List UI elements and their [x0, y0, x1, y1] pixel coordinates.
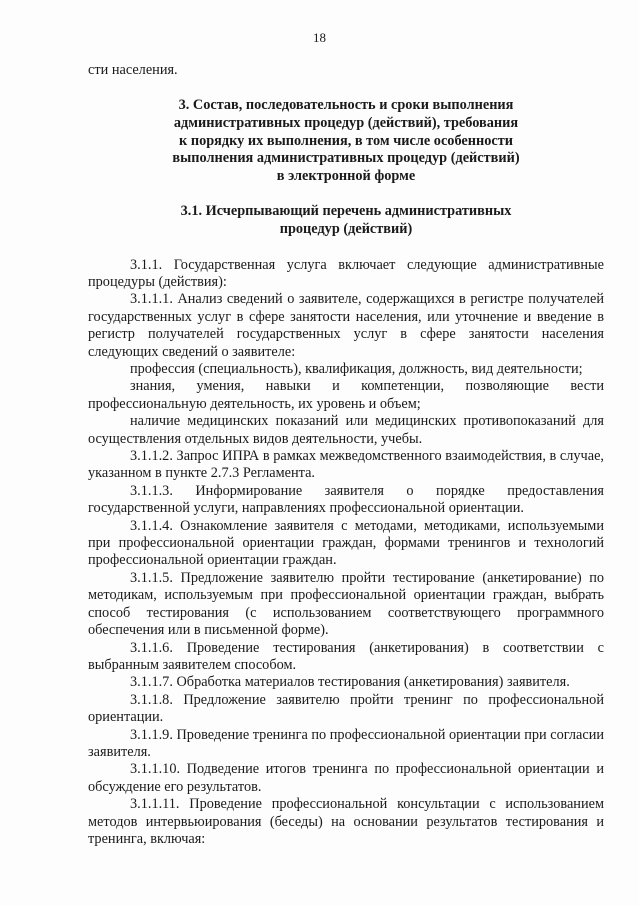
paragraph: 3.1.1.5. Предложение заявителю пройти тестирование (анкетирование) по методикам, используемым при профессиональной ориентации граждан, выбрать способ тестирования (с использованием соответствующего программного обеспечения или в письменной форме). [88, 569, 604, 639]
paragraph: 3.1.1.4. Ознакомление заявителя с методами, методиками, используемыми при профессиональной ориентации граждан, формами тренингов и технологий профессиональной ориентации граждан. [88, 517, 604, 569]
paragraph: 3.1.1.6. Проведение тестирования (анкетирования) в соответствии с выбранным заявителем способом. [88, 639, 604, 673]
paragraph: 3.1.1.11. Проведение профессиональной консультации с использованием методов интервьюирования (беседы) на основании результатов тестирования и тренинга, включая: [88, 796, 604, 847]
paragraph: 3.1.1.7. Обработка материалов тестирования (анкетирования) заявителя. [130, 674, 570, 691]
paragraph: 3.1.1.8. Предложение заявителю пройти тренинг по профессиональной ориентации. [88, 691, 604, 726]
section-heading-line: административных процедур (действий), требования [173, 115, 519, 131]
section-heading-line: в электронной форме [276, 167, 416, 184]
section-heading-line: выполнения административных процедур (действий) [172, 150, 520, 167]
paragraph: профессия (специальность), квалификация, должность, вид деятельности; [130, 361, 583, 377]
subsection-heading-line: 3.1. Исчерпывающий перечень административных [180, 203, 512, 220]
page-number: 18 [313, 30, 326, 45]
section-heading-line: к порядку их выполнения, в том числе особенности [179, 132, 513, 149]
paragraph: наличие медицинских показаний или медицинских противопоказаний для осуществления отдельных видов деятельности, учебы. [88, 413, 604, 447]
intro-text: сти населения. [88, 62, 178, 78]
paragraph: знания, умения, навыки и компетенции, позволяющие вести профессиональную деятельность, их уровень и объем; [88, 378, 604, 412]
procedure-list [88, 257, 604, 849]
paragraph: 3.1.1. Государственная услуга включает следующие административные процедуры (действия): [88, 256, 604, 290]
paragraph: 3.1.1.10. Подведение итогов тренинга по профессиональной ориентации и обсуждение его результатов. [88, 761, 604, 795]
paragraph: 3.1.1.1. Анализ сведений о заявителе, содержащихся в регистре получателей государственных услуг в сфере занятости населения, или уточнение и введение в регистр получателей государственных услуг в сфере занятости населения следующих сведений о заявителе: [88, 291, 604, 360]
section-heading-line: 3. Состав, последовательность и сроки выполнения [178, 97, 514, 114]
paragraph: 3.1.1.9. Проведение тренинга по профессиональной ориентации при согласии заявителя. [88, 726, 605, 760]
paragraph: 3.1.1.3. Информирование заявителя о порядке предоставления государственной услуги, направлениях профессиональной ориентации. [88, 482, 604, 517]
subsection-heading [88, 203, 604, 238]
paragraph: 3.1.1.2. Запрос ИПРА в рамках межведомственного взаимодействия, в случае, указанном в пункте 2.7.3 Регламента. [88, 448, 604, 482]
section-heading [88, 97, 604, 185]
page-content [88, 62, 604, 848]
subsection-heading-line: процедур (действий) [279, 220, 413, 237]
